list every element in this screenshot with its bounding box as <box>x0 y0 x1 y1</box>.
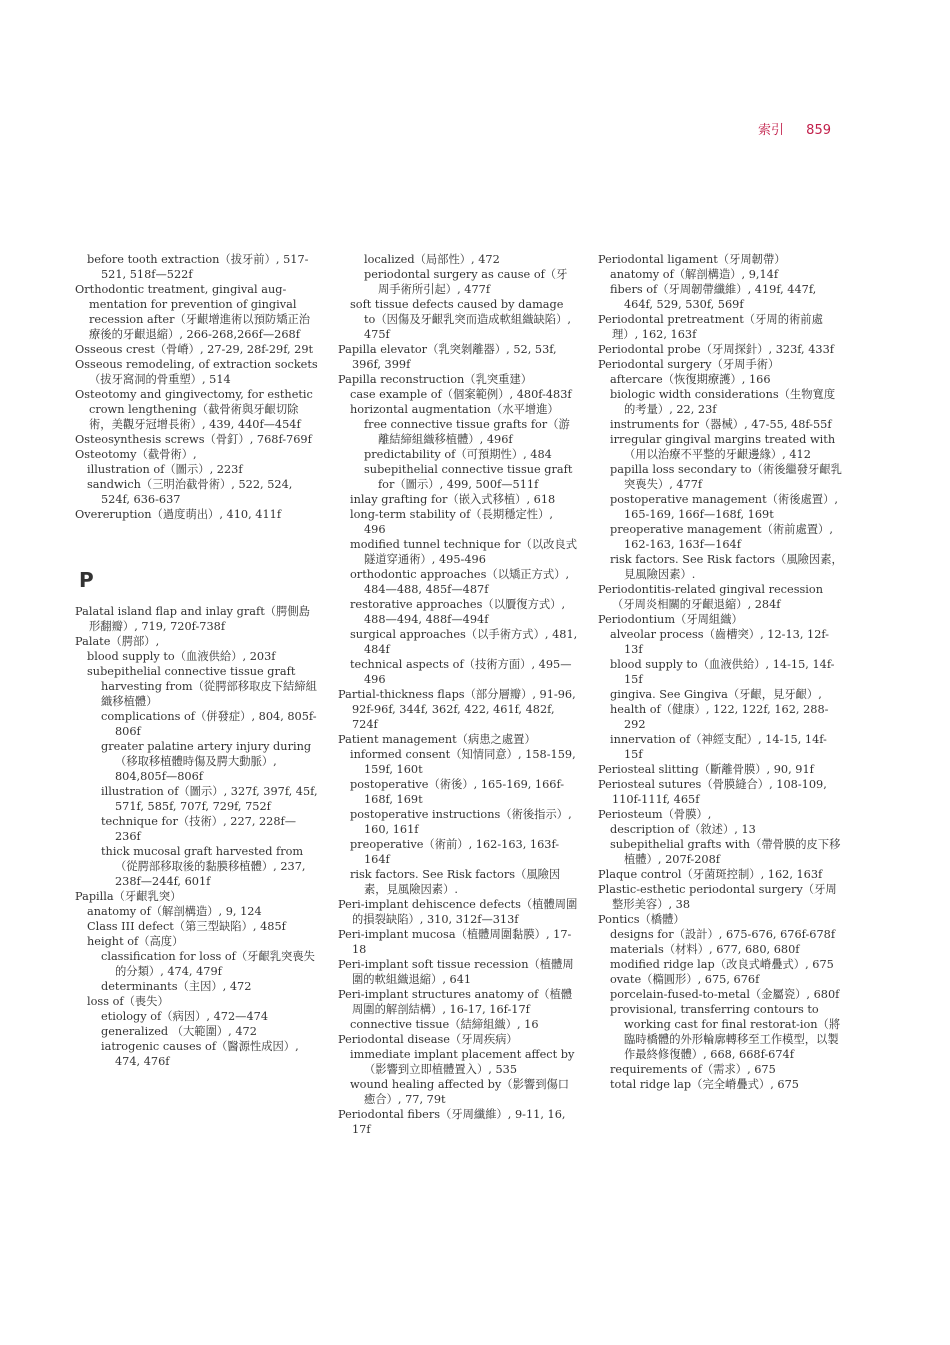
index-subentry: total ridge lap（完全嵴疊式）, 675 <box>610 1078 799 1091</box>
index-subentry: before tooth extraction（拔牙前）, 517-521, 518f—522f <box>87 253 309 281</box>
index-subentry: loss of（喪失） <box>87 995 169 1008</box>
index-subentry: soft tissue defects caused by damage to（因傷及牙齦乳突而造成軟組織缺陷）, 475f <box>350 298 571 341</box>
index-subentry: inlay grafting for（嵌入式移植）, 618 <box>350 493 556 506</box>
index-subentry: blood supply to（血液供給）, 14-15, 14f-15f <box>610 658 835 686</box>
index-subentry: height of（高度） <box>87 935 184 948</box>
index-subentry: provisional, transferring contours to working cast for final restorat-ion（將臨時橋體的外形輪廓轉移至工作模型，以製作最終修復體）, 668, 668f-674f <box>610 1003 841 1061</box>
index-entry: Osseous crest（骨嵴）, 27-29, 28f-29f, 29t <box>75 343 314 356</box>
index-entry: Periosteal slitting（斷離骨膜）, 90, 91f <box>598 763 814 776</box>
index-subentry: case example of（個案範例）, 480f-483f <box>350 388 572 401</box>
index-column-3 <box>598 252 843 1092</box>
index-entry: Pontics（橋體） <box>598 913 685 926</box>
index-subentry: postoperative management（術後處置）, 165-169, 166f—168f, 169t <box>610 493 838 521</box>
index-subentry: sandwich（三明治截骨術）, 522, 524, 524f, 636-637 <box>87 478 293 506</box>
index-entry: Periodontal disease（牙周疾病） <box>338 1033 518 1046</box>
index-subentry: health of（健康）, 122, 122f, 162, 288-292 <box>610 703 829 731</box>
section-label: 索引 <box>758 123 785 138</box>
index-subentry: aftercare（恢復期療護）, 166 <box>610 373 771 386</box>
index-subentry: innervation of（神經支配）, 14-15, 14f-15f <box>610 733 827 761</box>
index-subentry: informed consent（知情同意）, 158-159, 159f, 160t <box>350 748 576 776</box>
index-subentry: periodontal surgery as cause of（牙周手術所引起）, 477f <box>364 268 568 296</box>
index-entry: Periodontal pretreatment（牙周的術前處理）, 162, 163f <box>598 313 823 341</box>
index-entry: Patient management（病患之處置） <box>338 733 536 746</box>
index-subentry: subepithelial connective tissue graft for（圖示）, 499, 500f—511f <box>364 463 573 491</box>
index-entry: Overeruption（過度萌出）, 410, 411f <box>75 508 282 521</box>
index-subentry: materials（材料）, 677, 680, 680f <box>610 943 800 956</box>
index-subentry: etiology of（病因）, 472—474 <box>101 1010 269 1023</box>
index-entry: Periosteum（骨膜）, <box>598 808 712 821</box>
index-entry: Periosteal sutures（骨膜縫合）, 108-109, 110f-111f, 465f <box>598 778 827 806</box>
index-entry: Periodontitis-related gingival recession（牙周炎相關的牙齦退縮）, 284f <box>598 583 823 611</box>
index-subentry: iatrogenic causes of（醫源性成因）, 474, 476f <box>101 1040 299 1068</box>
index-subentry: subepithelial grafts with（帶骨膜的皮下移植體）, 207f-208f <box>610 838 841 866</box>
index-subentry: long-term stability of（長期穩定性）, 496 <box>350 508 553 536</box>
index-subentry: gingiva. See Gingiva（牙齦，見牙齦）, <box>610 688 822 701</box>
index-subentry: technical aspects of（技術方面）, 495—496 <box>350 658 572 686</box>
index-subentry: illustration of（圖示）, 327f, 397f, 45f, 571f, 585f, 707f, 729f, 752f <box>101 785 318 813</box>
index-entry: Osseous remodeling, of extraction sockets（拔牙窩洞的骨重塑）, 514 <box>75 358 318 386</box>
index-entry: Periodontal probe（牙周探針）, 323f, 433f <box>598 343 834 356</box>
index-entry: Orthodontic treatment, gingival aug-mentation for prevention of gingival recession after（牙齦增進術以預防矯正治療後的牙齦退縮）, 266-268,266f—268f <box>75 283 311 341</box>
index-entry: Papilla reconstruction（乳突重建） <box>338 373 533 386</box>
index-entry: Osteosynthesis screws（骨釘）, 768f-769f <box>75 433 312 446</box>
index-subentry: greater palatine artery injury during（移取移植體時傷及腭大動脈）, 804,805f—806f <box>101 740 312 783</box>
index-subentry: porcelain-fused-to-metal（金屬瓷）, 680f <box>610 988 840 1001</box>
index-subentry: risk factors. See Risk factors（風險因素，見風險因素）. <box>610 553 843 581</box>
index-entry: Osteotomy and gingivectomy, for esthetic crown lengthening（截骨術與牙齦切除術，美觀牙冠增長術）, 439, 440f—454f <box>75 388 313 431</box>
index-subentry: predictability of（可預期性）, 484 <box>364 448 552 461</box>
index-subentry: immediate implant placement affect by（影響到立即植體置入）, 535 <box>350 1048 575 1076</box>
index-subentry: postoperative（術後）, 165-169, 166f-168f, 169t <box>350 778 565 806</box>
index-entry: Osteotomy（截骨術）, <box>75 448 197 461</box>
index-subentry: localized（局部性）, 472 <box>364 253 500 266</box>
index-entry: Periodontal fibers（牙周纖維）, 9-11, 16, 17f <box>338 1108 566 1136</box>
index-subentry: preoperative management（術前處置）, 162-163, 163f—164f <box>610 523 833 551</box>
index-subentry: postoperative instructions（術後指示）, 160, 161f <box>350 808 572 836</box>
index-entry: Palate（腭部）, <box>75 635 160 648</box>
index-subentry: instruments for（器械）, 47-55, 48f-55f <box>610 418 832 431</box>
index-subentry: thick mucosal graft harvested from（從腭部移取後的黏膜移植體）, 237, 238f—244f, 601f <box>101 845 306 888</box>
index-entry: Papilla elevator（乳突剝離器）, 52, 53f, 396f, 399f <box>338 343 557 371</box>
index-subentry: designs for（設計）, 675-676, 676f-678f <box>610 928 836 941</box>
index-subentry: requirements of（需求）, 675 <box>610 1063 776 1076</box>
index-subentry: restorative approaches（以贗復方式）, 488—494, 488f—494f <box>350 598 566 626</box>
index-entry: Peri-implant structures anatomy of（植體周圍的解剖結構）, 16-17, 16f-17f <box>338 988 573 1016</box>
index-subentry: technique for（技術）, 227, 228f—236f <box>101 815 297 843</box>
index-subentry: Class III defect（第三型缺陷）, 485f <box>87 920 286 933</box>
index-subentry: connective tissue（結締組織）, 16 <box>350 1018 539 1031</box>
index-subentry: orthodontic approaches（以矯正方式）, 484—488, 485f—487f <box>350 568 570 596</box>
index-subentry: modified ridge lap（改良式嵴疊式）, 675 <box>610 958 834 971</box>
index-subentry: fibers of（牙周韌帶纖維）, 419f, 447f, 464f, 529, 530f, 569f <box>610 283 817 311</box>
index-subentry: alveolar process（齒槽突）, 12-13, 12f-13f <box>610 628 829 656</box>
index-subentry: classification for loss of（牙齦乳突喪失的分類）, 474, 479f <box>101 950 315 978</box>
index-subentry: anatomy of（解剖構造）, 9, 124 <box>87 905 262 918</box>
index-subentry: generalized （大範圍）, 472 <box>101 1025 257 1038</box>
index-entry: Peri-implant mucosa（植體周圍黏膜）, 17-18 <box>338 928 572 956</box>
index-entry: Periodontal surgery（牙周手術） <box>598 358 780 371</box>
index-entry: Periodontal ligament（牙周韌帶） <box>598 253 786 266</box>
index-subentry: determinants（主因）, 472 <box>101 980 252 993</box>
index-entry: Plastic-esthetic periodontal surgery（牙周整形美容）, 38 <box>598 883 837 911</box>
index-subentry: anatomy of（解剖構造）, 9,14f <box>610 268 779 281</box>
page-header <box>758 119 831 138</box>
index-entry: Peri-implant dehiscence defects（植體周圍的損裂缺陷）, 310, 312f—313f <box>338 898 578 926</box>
index-subentry: horizontal augmentation（水平增進） <box>350 403 559 416</box>
index-subentry: irregular gingival margins treated with（用以治療不平整的牙齦邊緣）, 412 <box>610 433 836 461</box>
page-number: 859 <box>806 123 831 138</box>
section-letter: P <box>79 568 94 592</box>
index-column-2 <box>338 252 578 1137</box>
index-entry: Palatal island flap and inlay graft（腭側島形翻瓣）, 719, 720f-738f <box>75 605 310 633</box>
index-subentry: papilla loss secondary to（術後繼發牙齦乳突喪失）, 477f <box>610 463 842 491</box>
index-entry: Peri-implant soft tissue recession（植體周圍的軟組織退縮）, 641 <box>338 958 574 986</box>
index-subentry: surgical approaches（以手術方式）, 481, 484f <box>350 628 578 656</box>
index-column-1 <box>75 252 320 1069</box>
index-subentry: biologic width considerations（生物寬度的考量）, 22, 23f <box>610 388 836 416</box>
index-subentry: modified tunnel technique for（以改良式隧道穿通術）, 495-496 <box>350 538 578 566</box>
index-entry: Papilla（牙齦乳突） <box>75 890 182 903</box>
index-entry: Partial-thickness flaps（部分層瓣）, 91-96, 92f-96f, 344f, 362f, 422, 461f, 482f, 724f <box>338 688 576 731</box>
index-subentry: ovate（橢圓形）, 675, 676f <box>610 973 760 986</box>
index-subentry: preoperative（術前）, 162-163, 163f-164f <box>350 838 560 866</box>
index-subentry: illustration of（圖示）, 223f <box>87 463 243 476</box>
index-subentry: risk factors. See Risk factors（風險因素，見風險因素）. <box>350 868 561 896</box>
index-subentry: complications of（併發症）, 804, 805f-806f <box>101 710 317 738</box>
index-subentry: wound healing affected by（影響到傷口癒合）, 77, 79t <box>350 1078 570 1106</box>
index-subentry: subepithelial connective tissue graft harvesting from（從腭部移取皮下結締組織移植體） <box>87 665 317 708</box>
index-entry: Periodontium（牙周組織） <box>598 613 743 626</box>
index-subentry: description of（敘述）, 13 <box>610 823 756 836</box>
index-subentry: blood supply to（血液供給）, 203f <box>87 650 276 663</box>
index-subentry: free connective tissue grafts for（游離結締組織移植體）, 496f <box>364 418 570 446</box>
index-entry: Plaque control（牙菌斑控制）, 162, 163f <box>598 868 823 881</box>
